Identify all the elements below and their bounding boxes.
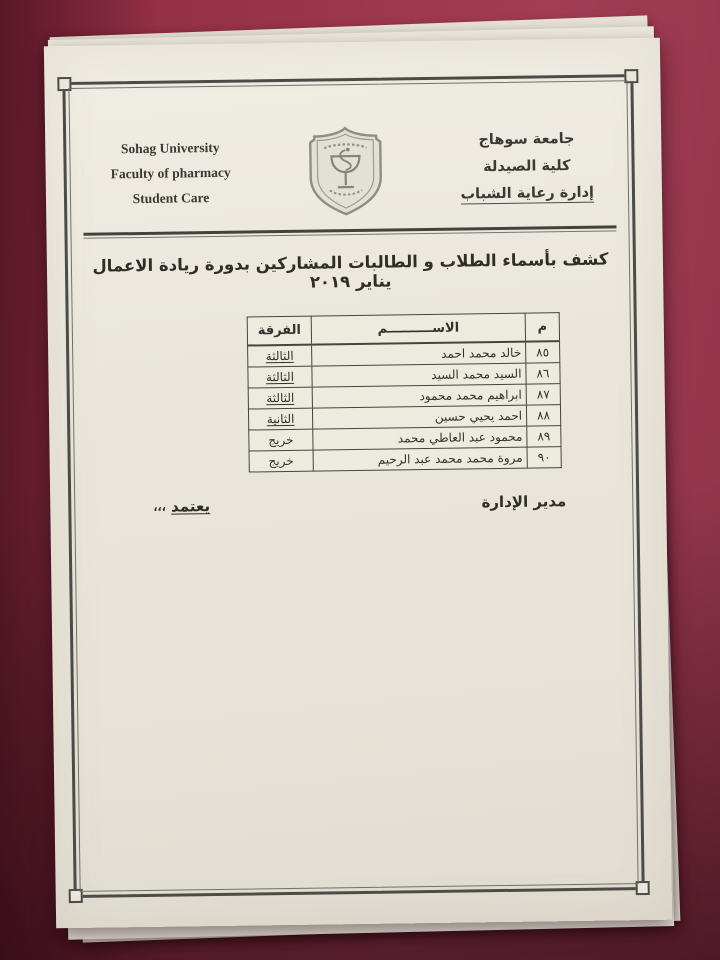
student-name: ابراهيم محمد محمود bbox=[312, 384, 526, 408]
student-name: السيد محمد السيد bbox=[312, 363, 526, 387]
student-year: الثالثة bbox=[248, 345, 312, 367]
faculty-name-en: Faculty of pharmacy bbox=[110, 164, 231, 182]
student-name: خالد محمد احمد bbox=[312, 342, 526, 366]
letterhead-divider-rule bbox=[83, 225, 616, 238]
table-row bbox=[249, 447, 561, 472]
student-name: محمود عبد العاطي محمد bbox=[313, 426, 527, 450]
page-content bbox=[79, 83, 627, 888]
column-header-year: الفرقة bbox=[247, 316, 311, 345]
faculty-name-ar: كلية الصيدلة bbox=[483, 158, 571, 176]
student-number: ٨٦ bbox=[526, 363, 560, 384]
student-year: الثانية bbox=[248, 408, 312, 430]
student-year: الثالثة bbox=[248, 366, 312, 388]
student-year: الثالثة bbox=[248, 387, 312, 409]
university-name-en: Sohag University bbox=[120, 139, 220, 157]
letterhead-arabic bbox=[460, 120, 595, 209]
department-name-en: Student Care bbox=[132, 190, 210, 207]
student-number: ٨٩ bbox=[527, 426, 561, 447]
approval-label: يعتمد ،،، bbox=[153, 497, 211, 516]
letterhead-english bbox=[110, 125, 231, 212]
certificate-border bbox=[62, 74, 644, 898]
student-year: خريج bbox=[249, 429, 313, 451]
signature-row bbox=[85, 491, 622, 516]
student-number: ٨٨ bbox=[526, 405, 560, 426]
letterhead bbox=[80, 119, 618, 224]
roster-table-zone bbox=[83, 311, 622, 474]
pharmacy-shield-emblem-icon bbox=[304, 125, 387, 218]
student-number: ٨٥ bbox=[526, 341, 560, 363]
roster-table-header bbox=[247, 313, 559, 346]
university-name-ar: جامعة سوهاج bbox=[478, 130, 575, 149]
department-name-ar: إدارة رعاية الشباب bbox=[460, 184, 595, 203]
student-name: احمد يحيي حسين bbox=[312, 405, 526, 429]
university-logo bbox=[304, 125, 387, 222]
column-header-name: الاســــــــــم bbox=[311, 313, 525, 344]
approval-marks: ،،، bbox=[153, 500, 166, 514]
student-number: ٩٠ bbox=[527, 447, 561, 468]
student-name: مروة محمد محمد عبد الرحيم bbox=[313, 447, 527, 471]
document-page bbox=[44, 38, 672, 929]
header-row bbox=[247, 313, 559, 346]
column-header-number: م bbox=[525, 313, 559, 342]
director-signature-label: مدير الإدارة bbox=[481, 492, 567, 512]
roster-table-body bbox=[248, 341, 562, 472]
student-year: خريج bbox=[249, 450, 313, 472]
students-roster-table bbox=[247, 312, 562, 472]
document-title: كشف بأسماء الطلاب و الطالبات المشاركين بدورة ريادة الاعمال يناير ٢٠١٩ bbox=[92, 249, 609, 292]
student-number: ٨٧ bbox=[526, 384, 560, 405]
